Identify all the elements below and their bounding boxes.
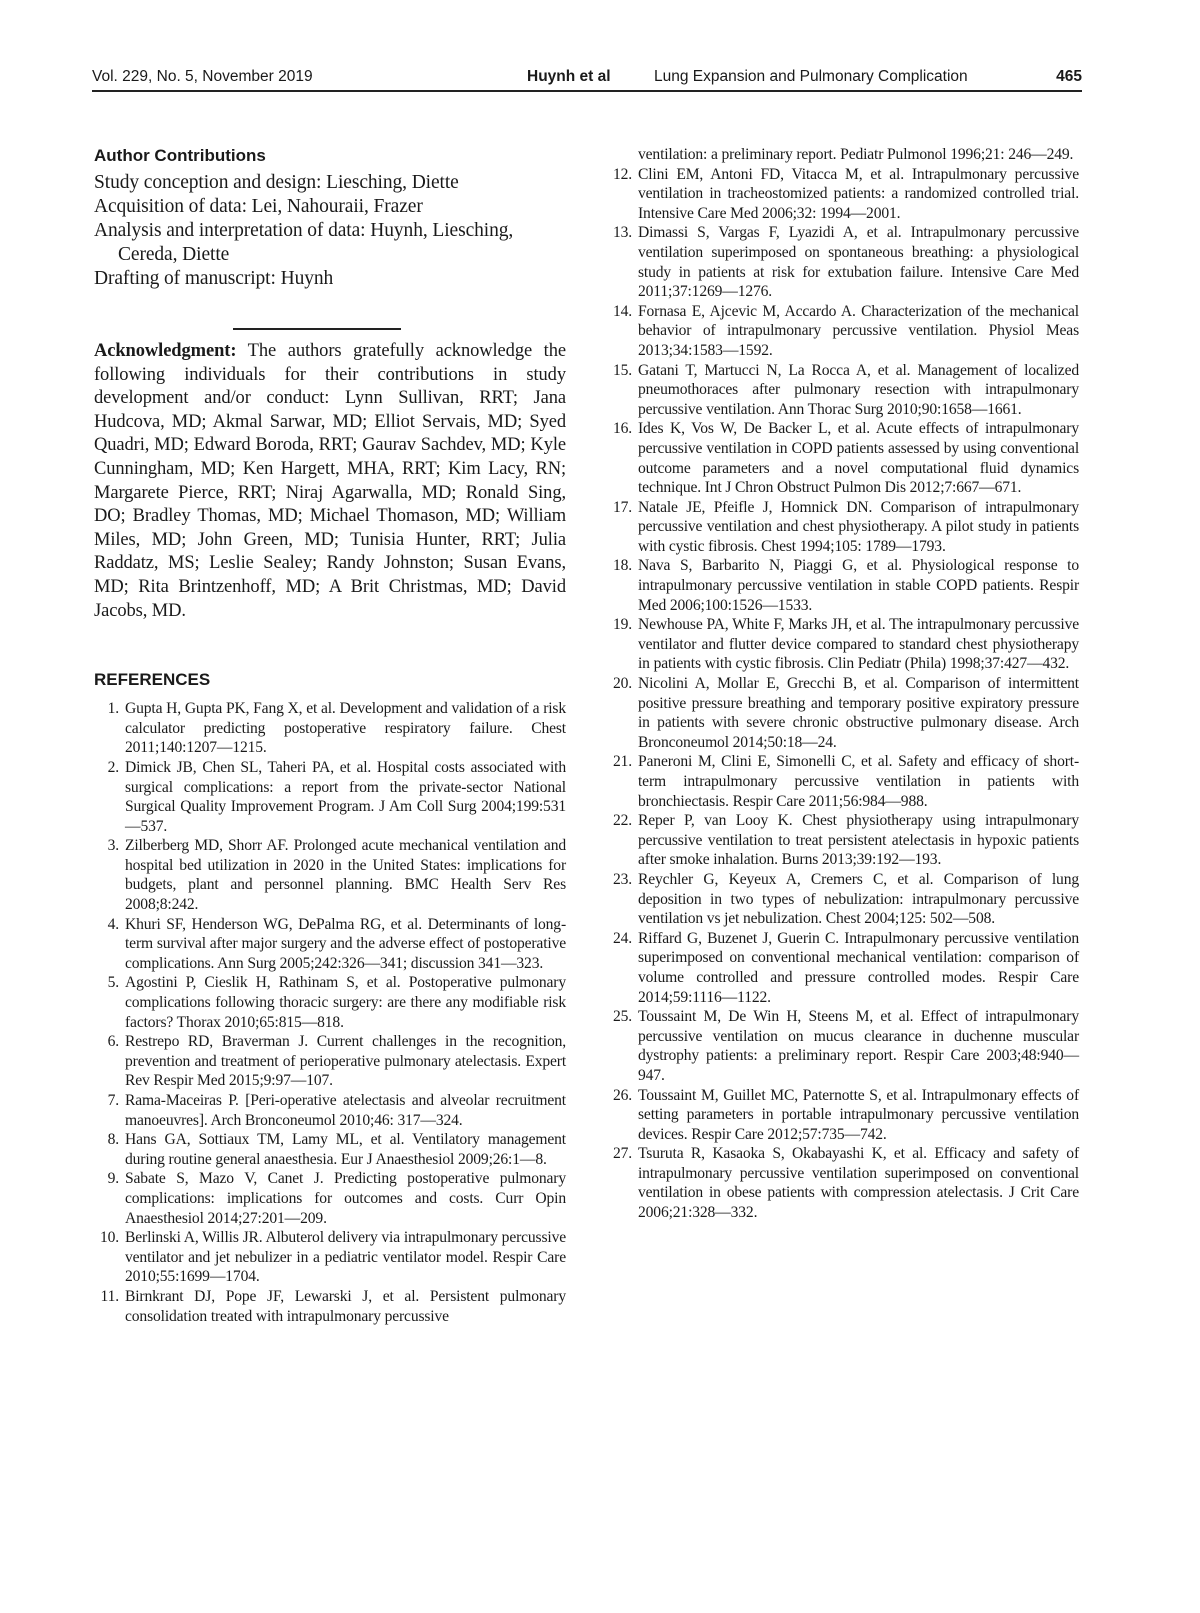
reference-number: 7. <box>107 1092 119 1109</box>
reference-text: Nava S, Barbarito N, Piaggi G, et al. Physiological response to intrapulmonary percussive ventilation in stable COPD patients. Respir Med 2006;100:1526—1533. <box>638 557 1079 614</box>
reference-item <box>607 556 1079 615</box>
reference-number: 14. <box>612 302 632 320</box>
reference-number: 8. <box>107 1131 119 1149</box>
reference-number: 18. <box>612 557 632 575</box>
reference-item <box>94 1032 566 1091</box>
reference-item <box>607 1086 1079 1145</box>
reference-number: 23. <box>612 870 632 888</box>
references-list-left <box>94 699 566 1326</box>
reference-number: 27. <box>612 1145 632 1163</box>
reference-text: Paneroni M, Clini E, Simonelli C, et al. Safety and efficacy of short-term intrapulmonary percussive ventilation in patients with bronchiectasis. Respir Care 2011;56:984—988. <box>638 753 1079 810</box>
reference-item <box>94 973 566 1032</box>
reference-text: Riffard G, Buzenet J, Guerin C. Intrapulmonary percussive ventilation superimposed on conventional mechanical ventilation: comparison of volume controlled and pressure controlled modes. Respir Care 2014;59:1116—1122. <box>638 929 1079 1006</box>
reference-item <box>607 361 1079 420</box>
reference-item <box>607 498 1079 557</box>
reference-item <box>607 419 1079 497</box>
reference-item <box>607 674 1079 752</box>
reference-number: 10. <box>99 1229 119 1247</box>
reference-number: 15. <box>612 361 632 379</box>
reference-text: Dimassi S, Vargas F, Lyazidi A, et al. Intrapulmonary percussive ventilation superimposed on spontaneous breathing: a physiological study in patients at risk for extubation failure. Intensive Care Med 2011;37:1269—1276. <box>638 224 1079 301</box>
reference-text: Toussaint M, De Win H, Steens M, et al. Effect of intrapulmonary percussive ventilation on mucus clearance in duchenne muscular dystrophy patients: a preliminary report. Respir Care 2003;48:940—947. <box>638 1008 1079 1084</box>
reference-number: 6. <box>107 1033 119 1051</box>
reference-text: Tsuruta R, Kasaoka S, Okabayashi K, et al. Efficacy and safety of intrapulmonary percussive ventilation superimposed on conventional ventilation in obese patients with compression atelectasis. J Crit Care 2006;21:328—332. <box>638 1145 1079 1222</box>
reference-text: Restrepo RD, Braverman J. Current challenges in the recognition, prevention and treatment of perioperative pulmonary atelectasis. Expert Rev Respir Med 2015;9:97—107. <box>125 1033 566 1090</box>
acknowledgment-label: Acknowledgment: <box>94 341 237 361</box>
reference-number: 17. <box>612 498 632 516</box>
reference-item <box>94 836 566 914</box>
reference-text: Gupta H, Gupta PK, Fang X, et al. Development and validation of a risk calculator predicting postoperative respiratory failure. Chest 2011;140:1207—1215. <box>125 700 566 757</box>
reference-continuation: ventilation: a preliminary report. Pediatr Pulmonol 1996;21: 246—249. <box>638 146 1074 163</box>
reference-number: 16. <box>612 420 632 438</box>
reference-text: Agostini P, Cieslik H, Rathinam S, et al. Postoperative pulmonary complications following thoracic surgery: are there any modifiable risk factors? Thorax 2010;65:815—818. <box>125 974 566 1031</box>
reference-item <box>94 1130 566 1169</box>
reference-number: 22. <box>612 812 632 830</box>
reference-number: 20. <box>612 675 632 693</box>
reference-number: 24. <box>612 929 632 947</box>
reference-item <box>94 915 566 974</box>
left-column <box>94 145 566 1326</box>
reference-text: Khuri SF, Henderson WG, DePalma RG, et al. Determinants of long-term survival after major surgery and the adverse effect of postoperative complications. Ann Surg 2005;242:326—341; discussion 341—323. <box>125 915 566 972</box>
reference-item <box>607 302 1079 361</box>
reference-item <box>607 1007 1079 1085</box>
reference-number: 1. <box>107 700 119 718</box>
reference-number: 4. <box>107 915 119 933</box>
reference-item <box>607 223 1079 301</box>
reference-text: Zilberberg MD, Shorr AF. Prolonged acute mechanical ventilation and hospital bed utilization in 2020 in the United States: implications for budgets, plant and personnel planning. BMC Health Serv Res 2008;8:242. <box>125 837 566 914</box>
reference-text: Clini EM, Antoni FD, Vitacca M, et al. Intrapulmonary percussive ventilation in tracheostomized patients: a randomized controlled trial. Intensive Care Med 2006;32: 1994—2001. <box>638 165 1079 222</box>
contribution-line: Drafting of manuscript: Huynh <box>94 268 334 289</box>
journal-volume: Vol. 229, No. 5, November 2019 <box>92 68 313 85</box>
reference-item <box>94 758 566 836</box>
reference-item <box>607 752 1079 811</box>
reference-text: Ides K, Vos W, De Backer L, et al. Acute effects of intrapulmonary percussive ventilation in COPD patients assessed by using conventional outcome parameters and a novel computational fluid dynamics technique. Int J Chron Obstruct Pulmon Dis 2012;7:667—671. <box>638 420 1079 497</box>
reference-text: Birnkrant DJ, Pope JF, Lewarski J, et al. Persistent pulmonary consolidation treated with intrapulmonary percussive <box>125 1287 566 1325</box>
reference-item <box>607 870 1079 929</box>
running-authors: Huynh et al <box>527 68 611 85</box>
reference-item <box>94 1287 566 1326</box>
reference-item <box>94 1228 566 1287</box>
right-column <box>607 145 1079 1223</box>
reference-text: Natale JE, Pfeifle J, Homnick DN. Comparison of intrapulmonary percussive ventilation and chest physiotherapy. A pilot study in patients with cystic fibrosis. Chest 1994;105: 1789—1793. <box>638 498 1079 555</box>
reference-text: Dimick JB, Chen SL, Taheri PA, et al. Hospital costs associated with surgical complications: a report from the private-sector National Surgical Quality Improvement Program. J Am Coll Surg 2004;199:531—537. <box>125 758 566 835</box>
reference-text: Reper P, van Looy K. Chest physiotherapy using intrapulmonary percussive ventilation to treat persistent atelectasis in hypoxic patients after smoke inhalation. Burns 2013;39:192—193. <box>638 812 1079 869</box>
reference-text: Hans GA, Sottiaux TM, Lamy ML, et al. Ventilatory management during routine general anaesthesia. Eur J Anaesthesiol 2009;26:1—8. <box>125 1131 566 1168</box>
reference-number: 11. <box>100 1287 119 1305</box>
reference-text: Berlinski A, Willis JR. Albuterol delivery via intrapulmonary percussive ventilator and jet nebulizer in a pediatric ventilator model. Respir Care 2010;55:1699—1704. <box>125 1229 566 1286</box>
reference-item <box>94 1169 566 1228</box>
reference-number: 26. <box>612 1086 632 1104</box>
reference-text: Newhouse PA, White F, Marks JH, et al. The intrapulmonary percussive ventilator and flutter device compared to standard chest physiotherapy in patients with cystic fibrosis. Clin Pediatr (Phila) 1998;37:427—432. <box>638 616 1079 673</box>
reference-number: 12. <box>612 165 632 183</box>
reference-item <box>94 1091 566 1130</box>
reference-number: 3. <box>107 837 119 855</box>
reference-text: Sabate S, Mazo V, Canet J. Predicting postoperative pulmonary complications: implications for outcomes and costs. Curr Opin Anaesthesiol 2014;27:201—209. <box>125 1170 566 1227</box>
page-number: 465 <box>1056 68 1082 85</box>
reference-item <box>607 165 1079 224</box>
contribution-line: Acquisition of data: Lei, Nahouraii, Frazer <box>94 196 423 217</box>
contributions-title: Author Contributions <box>94 146 266 165</box>
reference-item <box>607 811 1079 870</box>
reference-item <box>94 699 566 758</box>
reference-number: 25. <box>612 1008 632 1026</box>
running-header <box>92 68 1082 92</box>
references-title: REFERENCES <box>94 670 211 690</box>
reference-text: Nicolini A, Mollar E, Grecchi B, et al. Comparison of intermittent positive pressure breathing and temporary positive expiratory pressure in patients with severe chronic obstructive pulmonary disease. Arch Bronconeumol 2014;50:18—24. <box>638 675 1079 751</box>
reference-text: Fornasa E, Ajcevic M, Accardo A. Characterization of the mechanical behavior of intrapulmonary percussive ventilation. Physiol Meas 2013;34:1583—1592. <box>638 302 1079 359</box>
reference-text: Toussaint M, Guillet MC, Paternotte S, et al. Intrapulmonary effects of setting parameters in portable intrapulmonary percussive ventilation devices. Respir Care 2012;57:735—742. <box>638 1086 1079 1143</box>
reference-text: Rama-Maceiras P. [Peri-operative atelectasis and alveolar recruitment manoeuvres]. Arch Bronconeumol 2010;46: 317—324. <box>125 1092 566 1129</box>
section-divider <box>233 328 401 330</box>
reference-number: 5. <box>107 974 119 992</box>
acknowledgment-text: The authors gratefully acknowledge the following individuals for their contributions in study development and/or conduct: Lynn Sullivan, RRT; Jana Hudcova, MD; Akmal Sarwar, MD; Elliot Servais, MD; Syed Quadri, MD; Edward Boroda, RRT; Gaurav Sachdev, MD; Kyle Cunningham, MD; Ken Hargett, MHA, RRT; Kim Lacy, RN; Margarete Pierce, RRT; Niraj Agarwalla, MD; Ronald Sing, DO; Bradley Thomas, MD; Michael Thomason, MD; William Miles, MD; John Green, MD; Tunisia Hunter, RRT; Julia Raddatz, MS; Leslie Sealey; Randy Johnston; Susan Evans, MD; Rita Brintzenhoff, MD; A Brit Christmas, MD; David Jacobs, MD. <box>94 341 566 621</box>
reference-text: Gatani T, Martucci N, La Rocca A, et al. Management of localized pneumothoraces after pulmonary resection with intrapulmonary percussive ventilation. Ann Thorac Surg 2010;90:1658—1661. <box>638 361 1079 418</box>
reference-text: Reychler G, Keyeux A, Cremers C, et al. Comparison of lung deposition in two types of nebulization: intrapulmonary percussive ventilation vs jet nebulization. Chest 2004;125: 502—508. <box>638 870 1079 928</box>
reference-item <box>607 1144 1079 1222</box>
contribution-line: Analysis and interpretation of data: Huynh, Liesching, Cereda, Diette <box>94 220 514 265</box>
reference-number: 2. <box>107 758 119 776</box>
reference-number: 9. <box>107 1170 119 1188</box>
reference-item <box>607 929 1079 1007</box>
reference-number: 21. <box>612 753 632 771</box>
reference-number: 19. <box>612 616 632 634</box>
acknowledgment-paragraph <box>94 340 566 623</box>
references-list-right <box>607 165 1079 1223</box>
running-title: Lung Expansion and Pulmonary Complication <box>654 68 968 85</box>
contributions-list <box>94 171 566 291</box>
contribution-line: Study conception and design: Liesching, Diette <box>94 172 459 193</box>
reference-item <box>607 615 1079 674</box>
reference-number: 13. <box>612 224 632 242</box>
